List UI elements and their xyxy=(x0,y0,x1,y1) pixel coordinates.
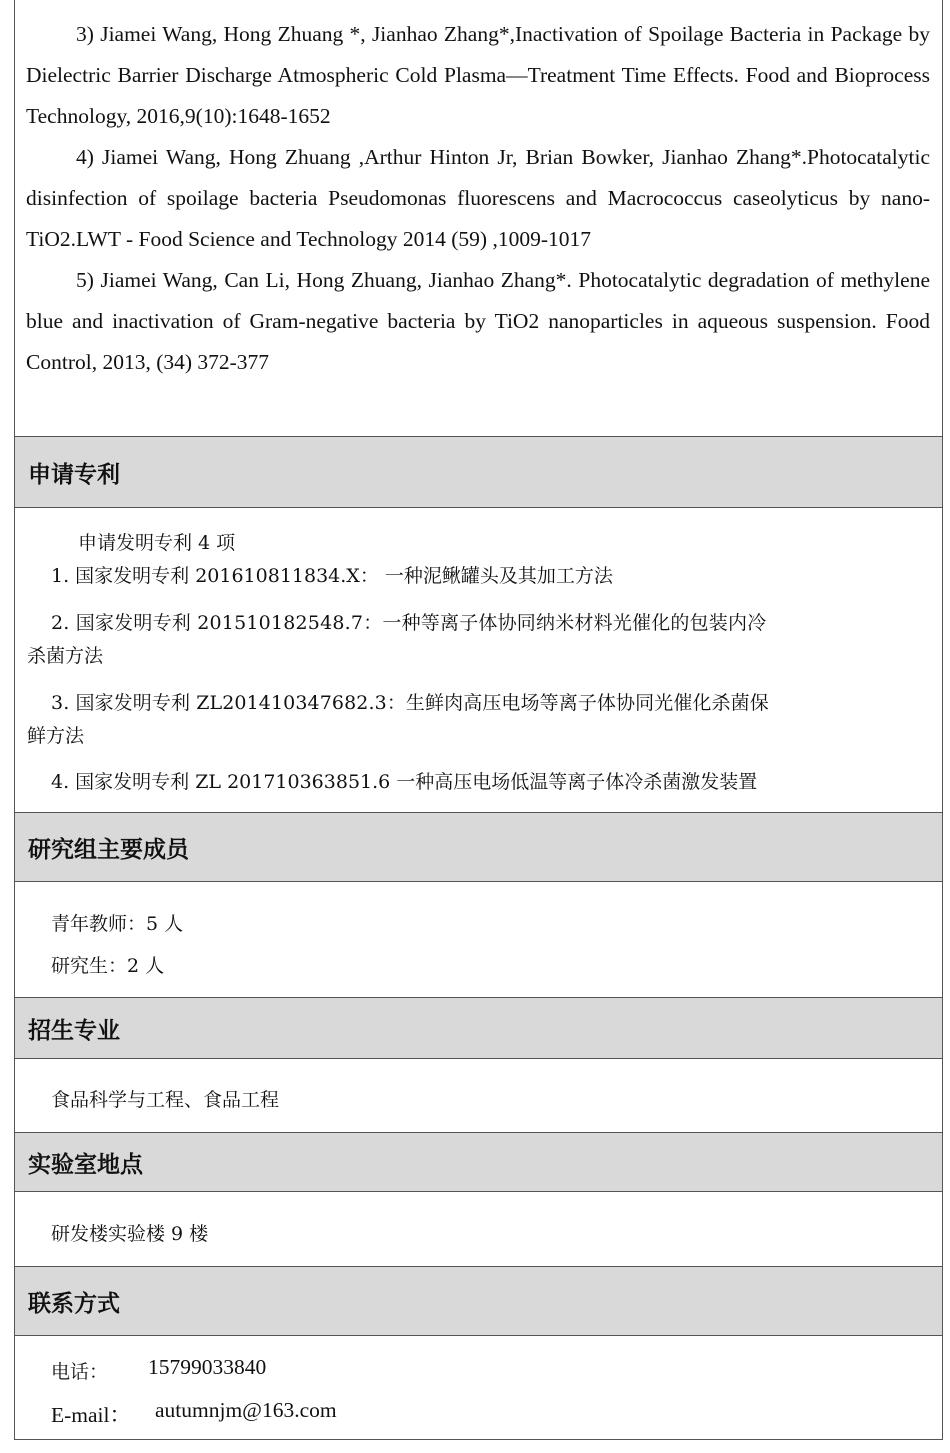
contact-phone-label: 电话： xyxy=(51,1361,109,1383)
patent-item-2: 2. 国家发明专利 201510182548.7：一种等离子体协同纳米材料光催化的包装内冷 xyxy=(51,612,767,634)
section-heading-contact: 联系方式 xyxy=(15,1266,942,1336)
contact-email-label: E-mail： xyxy=(51,1403,132,1427)
patent-item-1: 1. 国家发明专利 201610811834.X： 一种泥鳅罐头及其加工方法 xyxy=(51,565,613,587)
section-heading-lab: 实验室地点 xyxy=(15,1132,942,1192)
patents-summary: 申请发明专利 4 项 xyxy=(78,532,236,554)
reference-item: 3) Jiamei Wang, Hong Zhuang *, Jianhao Zhang*,Inactivation of Spoilage Bacteria in Package by Dielectric Barrier Discharge Atmospheric Cold Plasma—Treatment Time Effects. Food and Bioprocess Technology, 2016,9(10):1648-1652 xyxy=(26,22,930,128)
contact-phone: 15799033840 xyxy=(148,1355,267,1379)
reference-item: 5) Jiamei Wang, Can Li, Hong Zhuang, Jianhao Zhang*. Photocatalytic degradation of methylene blue and inactivation of Gram-negative bacteria by TiO2 nanoparticles in aqueous suspension. Food Control, 2013, (34) 372-377 xyxy=(26,268,930,374)
document-frame xyxy=(14,0,943,1440)
patent-item-2-cont: 杀菌方法 xyxy=(27,645,104,667)
references-section xyxy=(15,14,942,383)
lab-section xyxy=(15,1192,942,1266)
members-section xyxy=(15,882,942,997)
lab-text: 研发楼实验楼 9 楼 xyxy=(51,1223,209,1245)
majors-section xyxy=(15,1059,942,1132)
members-students: 研究生：2 人 xyxy=(51,955,165,977)
section-heading-patents: 申请专利 xyxy=(15,436,942,508)
contact-section xyxy=(15,1336,942,1440)
patent-item-4: 4. 国家发明专利 ZL 201710363851.6 一种高压电场低温等离子体冷杀菌激发装置 xyxy=(51,771,758,793)
patent-item-3: 3. 国家发明专利 ZL201410347682.3：生鲜肉高压电场等离子体协同光催化杀菌保 xyxy=(51,692,769,714)
reference-item: 4) Jiamei Wang, Hong Zhuang ,Arthur Hinton Jr, Brian Bowker, Jianhao Zhang*.Photocatalytic disinfection of spoilage bacteria Pseudomonas fluorescens and Macrococcus caseolyticus by nano-TiO2.LWT - Food Science and Technology 2014 (59) ,1009-1017 xyxy=(26,145,930,251)
patents-section xyxy=(15,508,942,812)
section-heading-majors: 招生专业 xyxy=(15,997,942,1059)
contact-email[interactable]: autumnjm@163.com xyxy=(155,1398,337,1422)
section-heading-members: 研究组主要成员 xyxy=(15,812,942,882)
members-teachers: 青年教师：5 人 xyxy=(51,913,184,935)
majors-text: 食品科学与工程、食品工程 xyxy=(51,1089,280,1111)
patent-item-3-cont: 鲜方法 xyxy=(27,725,85,747)
